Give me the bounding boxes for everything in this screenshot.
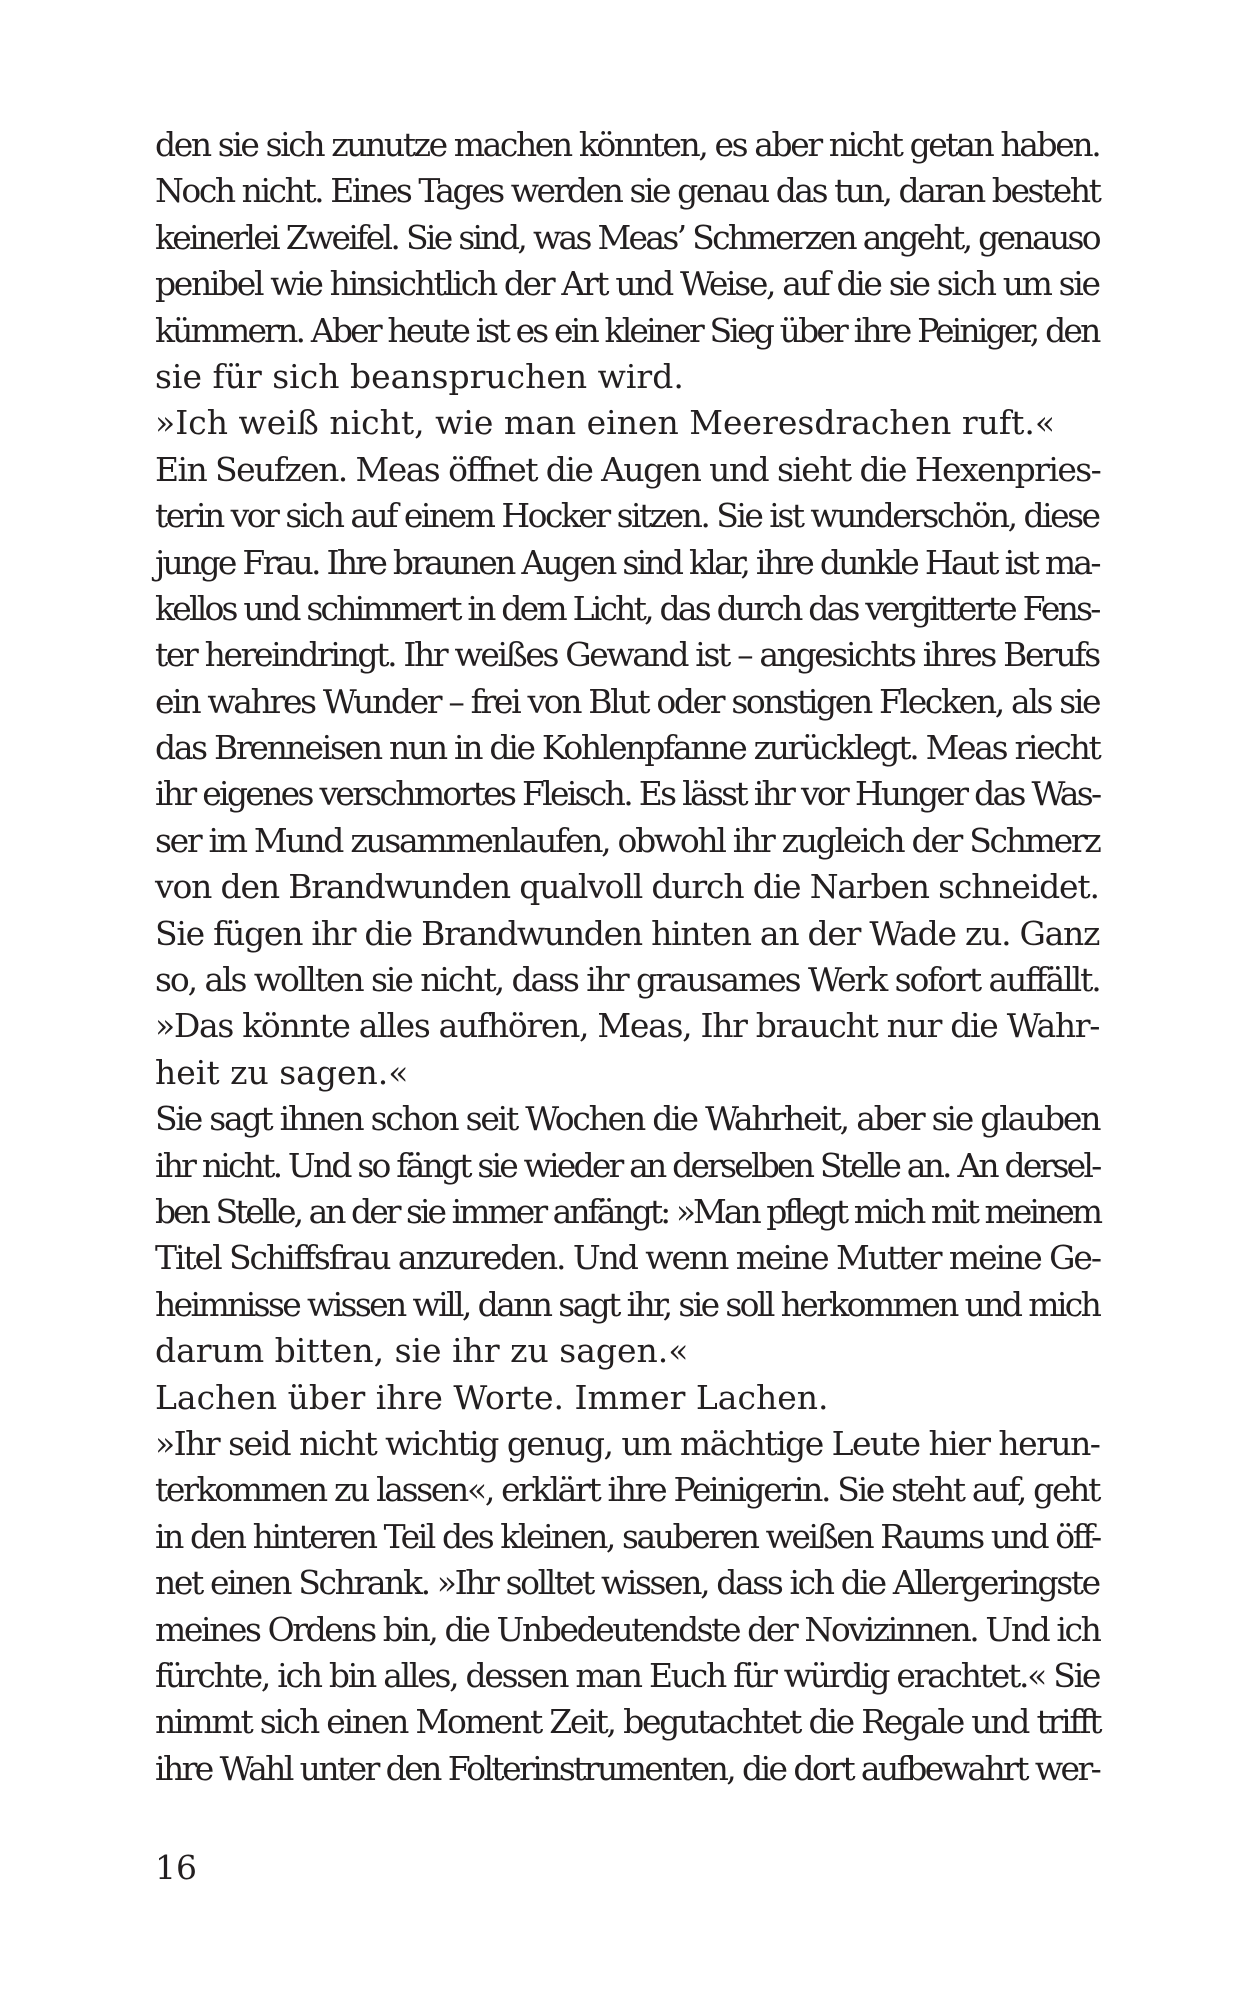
text-line: sie für sich beanspruchen wird. bbox=[155, 356, 684, 396]
text-line: Noch nicht. Eines Tages werden sie genau das tun, daran besteht bbox=[155, 171, 1100, 211]
text-line: terin vor sich auf einem Hocker sitzen. Sie ist wunderschön, diese bbox=[155, 496, 1099, 536]
text-line: ben Stelle, an der sie immer anfängt: »Man pflegt mich mit meinem bbox=[155, 1191, 1101, 1231]
text-line: Sie fügen ihr die Brandwunden hinten an der Wade zu. Ganz bbox=[155, 913, 1100, 953]
text-line: ter hereindringt. Ihr weißes Gewand ist – angesichts ihres Berufs bbox=[155, 635, 1099, 675]
text-line: net einen Schrank. »Ihr solltet wissen, dass ich die Allergeringste bbox=[155, 1563, 1099, 1603]
text-line: den sie sich zunutze machen könnten, es aber nicht getan haben. bbox=[155, 125, 1100, 164]
text-line: »Das könnte alles aufhören, Meas, Ihr braucht nur die Wahr- bbox=[155, 1006, 1100, 1046]
text-line: kellos und schimmert in dem Licht, das durch das vergitterte Fens- bbox=[155, 588, 1099, 628]
text-line: das Brenneisen nun in die Kohlenpfanne zurücklegt. Meas riecht bbox=[155, 728, 1100, 768]
text-line: ihr nicht. Und so fängt sie wieder an derselben Stelle an. An dersel- bbox=[155, 1145, 1100, 1185]
text-line: Titel Schiffsfrau anzureden. Und wenn meine Mutter meine Ge- bbox=[155, 1238, 1100, 1278]
text-line: darum bitten, sie ihr zu sagen.« bbox=[155, 1331, 689, 1371]
text-line: kümmern. Aber heute ist es ein kleiner Sieg über ihre Peiniger, den bbox=[155, 310, 1099, 350]
text-line: von den Brandwunden qualvoll durch die Narben schneidet. bbox=[155, 867, 1099, 907]
text-line: »Ich weiß nicht, wie man einen Meeresdrachen ruft.« bbox=[155, 403, 1056, 443]
body-text bbox=[155, 122, 1099, 1792]
text-line: »Ihr seid nicht wichtig genug, um mächtige Leute hier herun- bbox=[155, 1423, 1100, 1463]
text-line: meines Ordens bin, die Unbedeutendste der Novizinnen. Und ich bbox=[155, 1609, 1100, 1649]
text-line: nimmt sich einen Moment Zeit, begutachtet die Regale und trifft bbox=[155, 1702, 1101, 1742]
text-line: Ein Seufzen. Meas öffnet die Augen und sieht die Hexenpries- bbox=[155, 449, 1101, 489]
text-line: penibel wie hinsichtlich der Art und Weise, auf die sie sich um sie bbox=[155, 264, 1099, 304]
text-line: Lachen über ihre Worte. Immer Lachen. bbox=[155, 1377, 829, 1417]
text-line: heit zu sagen.« bbox=[155, 1052, 409, 1092]
text-line: ihr eigenes verschmortes Fleisch. Es lässt ihr vor Hunger das Was- bbox=[155, 774, 1100, 814]
text-line: fürchte, ich bin alles, dessen man Euch für würdig erachtet.« Sie bbox=[155, 1655, 1100, 1695]
text-line: terkommen zu lassen«, erklärt ihre Peinigerin. Sie steht auf, geht bbox=[155, 1470, 1099, 1510]
text-line: keinerlei Zweifel. Sie sind, was Meas’ Schmerzen angeht, genauso bbox=[155, 217, 1099, 257]
text-line: ihre Wahl unter den Folterinstrumenten, die dort aufbewahrt wer- bbox=[155, 1748, 1100, 1788]
text-line: Sie sagt ihnen schon seit Wochen die Wahrheit, aber sie glauben bbox=[155, 1099, 1100, 1139]
text-line: ser im Mund zusammenlaufen, obwohl ihr zugleich der Schmerz bbox=[155, 820, 1100, 860]
text-line: heimnisse wissen will, dann sagt ihr, sie soll herkommen und mich bbox=[155, 1284, 1100, 1324]
text-line: so, als wollten sie nicht, dass ihr grausames Werk sofort auffällt. bbox=[155, 960, 1100, 1000]
text-line: ein wahres Wunder – frei von Blut oder sonstigen Flecken, als sie bbox=[155, 681, 1100, 721]
text-line: junge Frau. Ihre braunen Augen sind klar, ihre dunkle Haut ist ma- bbox=[155, 542, 1099, 582]
text-line: in den hinteren Teil des kleinen, sauberen weißen Raums und öff- bbox=[155, 1516, 1100, 1556]
page-number: 16 bbox=[155, 1848, 197, 1887]
